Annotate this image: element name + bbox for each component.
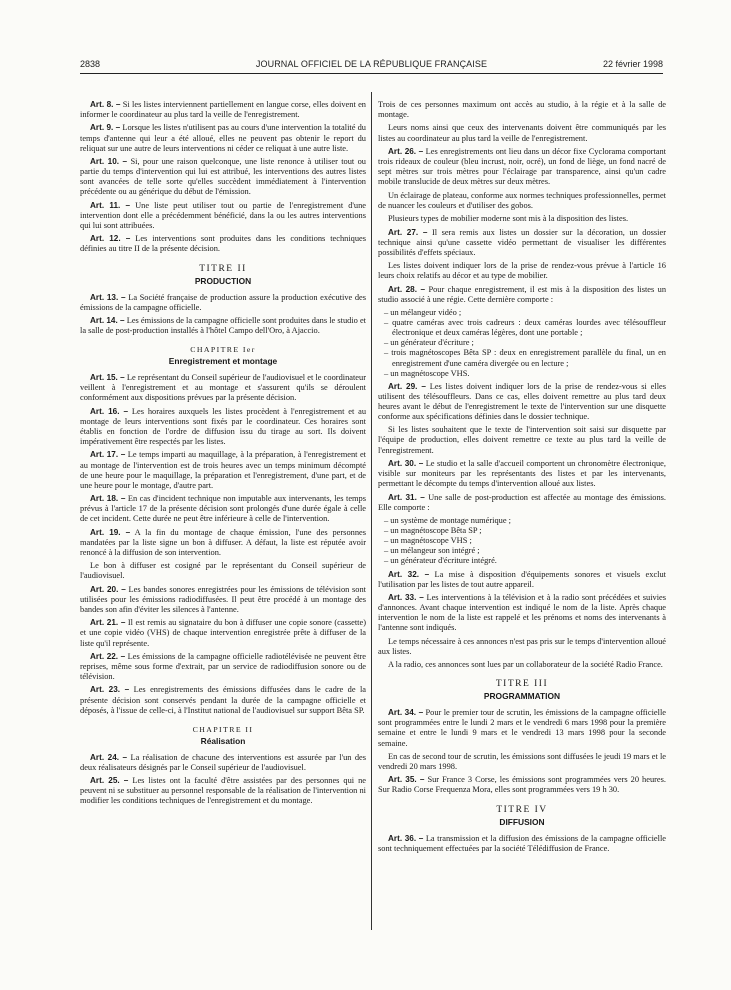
- article-label: Art. 19. –: [90, 527, 131, 537]
- titre-2-heading: PRODUCTION: [194, 275, 252, 286]
- article-33: [378, 593, 666, 633]
- list-item: – un générateur d'écriture intégré.: [384, 556, 497, 566]
- article-label: Art. 8. –: [90, 100, 121, 109]
- article-text: Lorsque les listes n'utilisent pas au cours d'une intervention la totalité du temps d'antenne qui leur a été alloué, elles ne peuvent pas obtenir le report du reliquat sur une autre de leurs interventions ni céder ce reliquat à une autre liste.: [80, 123, 366, 153]
- left-column: [80, 100, 366, 810]
- article-label: Art. 15. –: [90, 373, 125, 383]
- article-label: Art. 25. –: [90, 776, 129, 786]
- list-item: – trois magnétoscopes Bêta SP : deux en enregistrement parallèle du final, un en enregistrement d'une caméra divergée ou en lecture ;: [384, 348, 666, 368]
- article-13: [80, 293, 366, 313]
- article-30: [378, 459, 666, 489]
- article-text: Les enregistrements des émissions diffusées dans le cadre de la présente décision sont conservés pendant la durée de la campagne officielle et déposés, à l'issue de celle-ci, à l'Institut national de l'audiovisuel sur support Bêta SP.: [80, 685, 367, 715]
- list-item: – un magnétoscope Bêta SP ;: [384, 526, 482, 536]
- article-text: Sur France 3 Corse, les émissions sont programmées vers 20 heures. Sur Radio Corse Frequenza Mora, elles sont programmées vers 19 h 30.: [378, 775, 666, 795]
- article-36: [378, 834, 666, 854]
- article-26-paragraph: Plusieurs types de mobilier moderne sont mis à la disposition des listes.: [388, 214, 629, 224]
- article-label: Art. 14. –: [90, 315, 125, 325]
- article-18: [80, 494, 366, 524]
- article-text: Les bandes sonores enregistrées pour les émissions de télévision sont utilisées pour les émissions radiodiffusées. Il peut être procédé à un montage des bandes son afin d'éviter les silences à l'antenne.: [80, 584, 366, 614]
- article-20: [80, 585, 366, 615]
- article-label: Art. 16. –: [90, 406, 129, 416]
- titre-3-heading: PROGRAMMATION: [483, 691, 561, 702]
- article-text: Les émissions de la campagne officielle radiotélévisée ne peuvent être reprises, même sous forme d'extrait, par un service de radiodiffusion sonore ou de télévision.: [80, 651, 366, 682]
- article-text: Si, pour une raison quelconque, une liste renonce à utiliser tout ou partie du temps d'intervention qui lui est attribué, les interventions des autres listes sont avancées de telle sorte qu'elles succèdent immédiatement à l'intervention précédente ou au générique du début de l'émission.: [80, 157, 366, 197]
- article-label: Art. 27. –: [388, 227, 428, 237]
- article-12: [80, 234, 366, 254]
- article-34: [378, 708, 666, 748]
- article-text: Les horaires auxquels les listes procèdent à l'enregistrement et au montage de leurs interventions sont fixés par le coordinateur. Ces horaires sont établis en fonction de l'ordre de diffusion issu du tirage au sort. Ils doivent impérativement être respectés par les listes.: [80, 406, 367, 447]
- article-19: [80, 528, 366, 558]
- article-label: Art. 33. –: [388, 592, 424, 602]
- article-17: [80, 450, 366, 490]
- article-34-paragraph: En cas de second tour de scrutin, les émissions sont diffusées le jeudi 19 mars et le vendredi 20 mars 1998.: [378, 751, 666, 771]
- article-text: Les listes ont la faculté d'être assistées par des personnes qui ne peuvent ni se substituer au personnel responsable de la réalisation de l'intervention ni modifier les conditions techniques de l'enregistrement et du montage.: [80, 776, 366, 806]
- article-26-paragraph: Un éclairage de plateau, conforme aux normes techniques professionnelles, permet de nuancer les couleurs et d'utiliser des gobos.: [378, 190, 666, 210]
- article-label: Art. 23. –: [90, 685, 130, 695]
- article-text: Le représentant du Conseil supérieur de l'audiovisuel et le coordinateur veillent à l'enregistrement et au montage et s'assurent qu'ils se déroulent conformément aux dispositions prévues par la présente décision.: [80, 373, 367, 403]
- article-11: [80, 201, 366, 231]
- article-label: Art. 20. –: [90, 584, 126, 594]
- article-label: Art. 21. –: [90, 618, 126, 628]
- article-label: Art. 22. –: [90, 651, 126, 661]
- article-31: [378, 493, 666, 513]
- article-text: La transmission et la diffusion des émissions de la campagne officielle sont techniquement effectuées par la société Télédiffusion de France.: [378, 833, 666, 853]
- article-label: Art. 29. –: [388, 381, 426, 391]
- article-text: La mise à disposition d'équipements sonores et visuels exclut l'utilisation par les listes de tout autre appareil.: [378, 569, 666, 589]
- article-16: [80, 407, 366, 447]
- article-text: Les listes doivent indiquer lors de la prise de rendez-vous si elles utilisent des télésouffleurs. Dans ce cas, elles doivent remettre au plus tard deux heures avant le début de l'enregistrement le texte de l'intervention sur une disquette conforme aux spécifications définies dans le dossier technique.: [378, 381, 666, 421]
- post-production-list: [378, 516, 666, 566]
- list-item: – un système de montage numérique ;: [384, 516, 511, 526]
- article-label: Art. 18. –: [90, 494, 126, 504]
- article-25-paragraph: Leurs noms ainsi que ceux des intervenants doivent être communiqués par les listes au coordinateur au plus tard la veille de l'enregistrement.: [378, 123, 666, 143]
- article-label: Art. 10. –: [90, 157, 128, 167]
- article-label: Art. 30. –: [388, 458, 424, 468]
- article-14: [80, 316, 366, 336]
- article-19-paragraph: Le bon à diffuser est cosigné par le représentant du Conseil supérieur de l'audiovisuel.: [80, 561, 366, 581]
- article-35: [378, 775, 666, 795]
- article-23: [80, 685, 366, 715]
- article-label: Art. 11. –: [90, 200, 131, 210]
- article-label: Art. 17. –: [90, 450, 126, 460]
- titre-4-heading: DIFFUSION: [499, 816, 545, 827]
- article-label: Art. 12. –: [90, 234, 131, 244]
- equipment-list: [378, 308, 666, 379]
- article-33-paragraph: A la radio, ces annonces sont lues par un collaborateur de la société Radio France.: [388, 660, 663, 670]
- article-28: [378, 285, 666, 305]
- article-32: [378, 570, 666, 590]
- article-text: Il est remis au signataire du bon à diffuser une copie sonore (cassette) et une copie vidéo (VHS) de chaque intervention enregistrée prête à diffuser de la liste qu'il représente.: [80, 618, 366, 648]
- chapitre-1: CHAPITRE Ier: [190, 345, 256, 355]
- article-26: [378, 147, 666, 187]
- article-label: Art. 35. –: [388, 775, 425, 785]
- article-label: Art. 34. –: [388, 708, 424, 718]
- article-label: Art. 13. –: [90, 292, 126, 302]
- article-text: Il sera remis aux listes un dossier sur la décoration, un dossier technique ainsi qu'une cassette vidéo permettant de visualiser les différentes possibilités d'effets spéciaux.: [378, 227, 666, 257]
- chapitre-2-heading: Réalisation: [200, 735, 246, 746]
- article-text: Une salle de post-production est affectée au montage des émissions. Elle comporte :: [378, 492, 667, 512]
- article-label: Art. 31. –: [388, 492, 425, 502]
- article-text: La réalisation de chacune des interventions est assurée par l'un des deux réalisateurs désignés par le Conseil supérieur de l'audiovisuel.: [80, 752, 366, 772]
- article-24: [80, 753, 366, 773]
- article-15: [80, 373, 366, 403]
- article-text: Les interventions à la télévision et à la radio sont précédées et suivies d'annonces. Avant chaque intervention est indiqué le nom de la liste. Après chaque intervention le nom de la liste est rappelé et les prénoms et noms des intervenants à l'antenne sont indiqués.: [378, 592, 667, 633]
- right-column: [378, 100, 666, 857]
- titre-3: TITRE III: [495, 679, 549, 690]
- article-label: Art. 36. –: [388, 833, 424, 843]
- article-text: Les émissions de la campagne officielle sont produites dans le studio et la salle de post-production installés à l'hôtel Campo dell'Oro, à Ajaccio.: [80, 315, 366, 336]
- article-label: Art. 24. –: [90, 752, 128, 762]
- article-text: Pour le premier tour de scrutin, les émissions de la campagne officielle sont programmées entre le lundi 2 mars et le vendredi 6 mars 1998 pour la première semaine et entre le lundi 9 mars et le vendredi 13 mars 1998 pour la seconde semaine.: [378, 708, 667, 748]
- article-29-paragraph: Si les listes souhaitent que le texte de l'intervention soit saisi sur disquette par l'équipe de production, elles doivent remettre ce texte au plus tard la veille de l'enregistrement.: [378, 425, 666, 455]
- article-25: [80, 776, 366, 806]
- page-number: 2838: [80, 59, 101, 69]
- page-header: [80, 59, 663, 74]
- article-10: [80, 157, 366, 197]
- list-item: – quatre caméras avec trois cadreurs : deux caméras lourdes avec télésouffleur électronique et deux caméras légères, dont une portable ;: [384, 318, 666, 338]
- article-text: Pour chaque enregistrement, il est mis à la disposition des listes un studio associé à une régie. Cette dernière comporte :: [378, 284, 667, 304]
- list-item: – un magnétoscope VHS ;: [384, 536, 472, 546]
- article-25-continued: Trois de ces personnes maximum ont accès au studio, à la régie et à la salle de montage.: [378, 100, 666, 120]
- list-item: – un mélangeur vidéo ;: [384, 308, 462, 318]
- list-item: – un magnétoscope VHS.: [384, 368, 470, 378]
- article-text: Le studio et la salle d'accueil comportent un chronomètre électronique, visible sur moniteurs par les représentants des listes et par les intervenants, permettant le décompte du temps d'intervention alloué aux listes.: [378, 458, 666, 489]
- article-text: Le temps imparti au maquillage, à la préparation, à l'enregistrement et au montage de l'intervention est de trois heures avec un temps minimum décompté de une heure pour le maquillage, la préparation et l'enregistrement, d'une part, et de une heure pour le montage, d'autre part.: [80, 450, 366, 490]
- article-text: En cas d'incident technique non imputable aux intervenants, les temps prévus à l'article 17 de la présente décision sont prolongés d'une durée égale à celle de cet incident. Cette durée ne peut être inférieure à celle de l'intervention.: [80, 494, 367, 524]
- article-text: A la fin du montage de chaque émission, l'une des personnes mandatées par la liste signe un bon à diffuser. A défaut, la liste est réputée avoir renoncé à la diffusion de son intervention.: [80, 527, 366, 557]
- chapitre-1-heading: Enregistrement et montage: [168, 356, 278, 367]
- list-item: – un mélangeur son intégré ;: [384, 546, 480, 556]
- article-text: Les interventions sont produites dans les conditions techniques définies au titre II de la présente décision.: [80, 234, 367, 254]
- article-text: Les enregistrements ont lieu dans un décor fixe Cyclorama comportant trois rideaux de couleur (bleu incrust, noir, ocré), un fond de liège, un fond nacré de sept mètres sur trois mètres pour l'éclairage par transparence, ainsi qu'un cadre mobile translucide de deux mètres sur deux mètres.: [378, 146, 666, 187]
- article-33-paragraph: Le temps nécessaire à ces annonces n'est pas pris sur le temps d'intervention alloué aux listes.: [378, 636, 666, 656]
- article-27: [378, 228, 666, 258]
- column-divider: [371, 92, 372, 930]
- titre-4: TITRE IV: [496, 804, 548, 815]
- article-27-paragraph: Les listes doivent indiquer lors de la prise de rendez-vous prévue à l'article 16 leurs choix relatifs au décor et au type de mobilier.: [378, 261, 666, 281]
- article-text: Une liste peut utiliser tout ou partie de l'enregistrement d'une intervention dont elle a précédemment bénéficié, dans la ou les autres interventions qui lui sont attribuées.: [80, 200, 366, 230]
- article-label: Art. 26. –: [388, 146, 424, 156]
- article-21: [80, 618, 366, 648]
- article-22: [80, 652, 366, 682]
- list-item: – un générateur d'écriture ;: [384, 338, 474, 348]
- chapitre-2: CHAPITRE II: [192, 724, 254, 734]
- article-label: Art. 9. –: [90, 123, 121, 133]
- article-29: [378, 382, 666, 422]
- article-8: [80, 100, 366, 120]
- titre-2: TITRE II: [199, 263, 247, 274]
- article-9: [80, 123, 366, 153]
- article-label: Art. 28. –: [388, 284, 426, 294]
- article-text: Si les listes interviennent partiellement en langue corse, elles doivent en informer le coordinateur au plus tard la veille de l'enregistrement.: [80, 100, 366, 120]
- journal-title: JOURNAL OFFICIEL DE LA RÉPUBLIQUE FRANÇAISE: [255, 59, 488, 69]
- publication-date: 22 février 1998: [602, 59, 663, 69]
- article-text: La Société française de production assure la production exécutive des émissions de la campagne officielle.: [80, 292, 367, 312]
- article-label: Art. 32. –: [388, 569, 430, 579]
